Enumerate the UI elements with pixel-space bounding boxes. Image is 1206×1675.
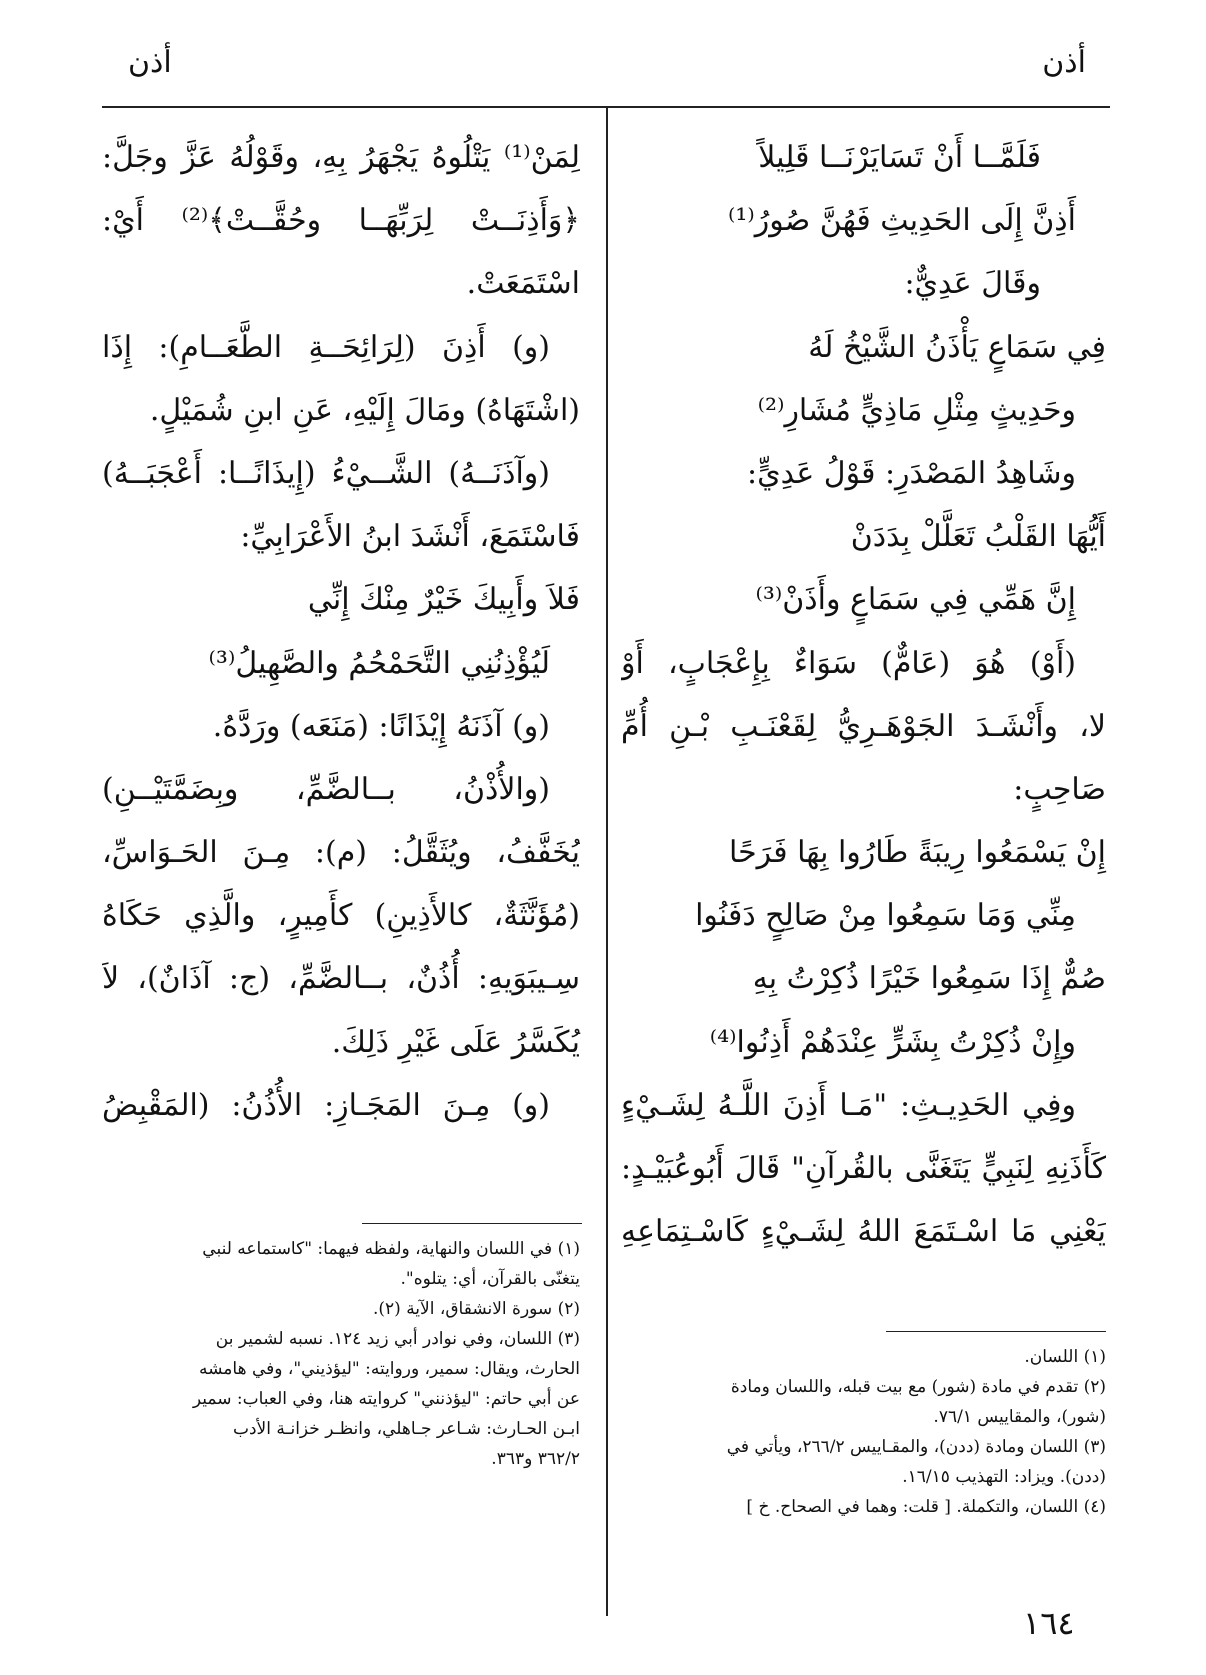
footnotes-left <box>102 1234 580 1474</box>
footnote: (١) اللسان. <box>1024 1347 1106 1367</box>
text-line: يُخَفَّفُ، ويُثَقَّلُ: (م): مِـنَ الحَـوَاسِّ، <box>102 835 580 871</box>
text-line: لِمَنْ⁽¹⁾ يَتْلُوهُ يَجْهَرُ بِهِ، وقَوْلُهُ عَزَّ وجَلَّ: <box>102 140 580 175</box>
footnote-rule-right <box>886 1331 1106 1332</box>
footnote: (٢) تقدم في مادة (شور) مع بيت قبله، واللسان ومادة <box>730 1377 1106 1397</box>
footnote: عن أبي حاتم: "ليؤذنني" كروايته هنا، وفي العباب: سمير <box>192 1389 580 1409</box>
text-line: وقَالَ عَدِيٌّ: <box>904 266 1041 302</box>
verse-line: أَيُّهَا القَلْبُ تَعَلَّلْ بِدَدَنْ <box>850 519 1106 555</box>
quran-verse-line: ﴿وَأَذِنَــتْ لِرَبِّهَــا وحُقَّــتْ﴾⁽²⁾ أَيْ: <box>102 203 580 239</box>
text-line: (و) آذَنَهُ إِيْذَانًا: (مَنَعَه) ورَدَّهُ. <box>212 708 550 744</box>
footnote: (شور)، والمقاييس ٧٦/١. <box>933 1407 1106 1427</box>
verse-line: وحَدِيثٍ مِثْلِ مَاذِيٍّ مُشَارِ⁽²⁾ <box>757 392 1076 428</box>
verse-line: صُمٌّ إِذَا سَمِعُوا خَيْرًا ذُكِرْتُ بِهِ <box>752 961 1106 997</box>
text-line: يُكَسَّرُ عَلَى غَيْرِ ذَلِكَ. <box>331 1024 580 1060</box>
verse-line: فَلَمَّــا أَنْ تَسَايَرْنَــا قَلِيلاً <box>758 140 1041 175</box>
right-column <box>621 126 1106 1263</box>
column-divider <box>606 106 608 1616</box>
left-column <box>102 126 580 1137</box>
verse-line: فِي سَمَاعٍ يَأْذَنُ الشَّيْخُ لَهُ <box>808 329 1106 365</box>
verse-line: إِنَّ هَمِّي فِي سَمَاعٍ وأَذَنْ⁽³⁾ <box>755 582 1076 618</box>
text-line: (و) مِـنَ المَجَـازِ: الأُذُنُ: (المَقْبِضُ <box>102 1087 550 1123</box>
text-line: اسْتَمَعَتْ. <box>466 266 580 302</box>
footnote: (٤) اللسان، والتكملة. [ قلت: وهما في الصحاح. خ ] <box>746 1497 1106 1517</box>
text-line: (و) أَذِنَ (لِرَائِحَــةِ الطَّعَــامِ): إِذَا <box>102 329 550 365</box>
text-line: (أَوْ) هُوَ (عَامٌّ) سَوَاءٌ بِإِعْجَابٍ، أَوْ <box>621 645 1076 681</box>
footnotes-right <box>621 1342 1106 1522</box>
verse-line: أَذِنَّ إِلَى الحَدِيثِ فَهُنَّ صُورُ⁽¹⁾ <box>728 203 1076 239</box>
text-line: فَاسْتَمَعَ، أَنْشَدَ ابنُ الأَعْرَابِيِّ: <box>240 519 580 555</box>
text-line: (مُؤَنَّثَةٌ، كالأَذِينِ) كأَمِيرٍ، والَّذِي حَكَاهُ <box>102 898 580 934</box>
footnote-rule-left <box>362 1223 582 1224</box>
text-line: وشَاهِدُ المَصْدَرِ: قَوْلُ عَدِيٍّ: <box>747 455 1076 491</box>
text-line: (وآذَنَــهُ) الشَّــيْءُ (إِيذَانًــا: أَعْجَبَــهُ) <box>102 455 550 491</box>
footnote: (ددن). ويزاد: التهذيب ١٦/١٥. <box>902 1467 1106 1487</box>
footnote: الحارث، ويقال: سمير، وروايته: "ليؤذيني"، وفي هامشه <box>199 1359 580 1379</box>
verse-line: مِنِّي وَمَا سَمِعُوا مِنْ صَالِحٍ دَفَنُوا <box>695 898 1076 934</box>
page-number: ١٦٤ <box>1023 1604 1075 1642</box>
footnote: (٣) اللسان، وفي نوادر أبي زيد ١٢٤. نسبه لشمير بن <box>215 1329 580 1349</box>
footnote: (٣) اللسان ومادة (ددن)، والمقـاييس ٢٦٦/٢، ويأتي في <box>726 1437 1106 1457</box>
footnote: (٢) سورة الانشقاق، الآية (٢). <box>372 1299 580 1319</box>
verse-line: وإِنْ ذُكِرْتُ بِشَرٍّ عِنْدَهُمْ أَذِنُوا⁽⁴⁾ <box>709 1024 1076 1060</box>
footnote: يتغنّى بالقرآن، أي: يتلوه". <box>400 1269 580 1289</box>
running-header-left: أذن <box>128 45 172 80</box>
text-line: سِـيبَوَيهِ: أُذُنٌ، بــالضَّمِّ، (ج: آذَانٌ)، لاَ <box>102 961 580 997</box>
footnote: (١) في اللسان والنهاية، ولفظه فيهما: "كاستماعه لنبي <box>202 1239 580 1259</box>
text-line: وفِي الحَدِيـثِ: "مَـا أَذِنَ اللَّـهُ لِشَـيْءٍ <box>621 1087 1076 1123</box>
verse-line: فَلاَ وأَبِيكَ خَيْرٌ مِنْكَ إِنِّي <box>307 582 580 618</box>
text-line: كَأَذَنِهِ لِنَبِيٍّ يَتَغَنَّى بالقُرآنِ" قَالَ أَبُوعُبَيْـدٍ: <box>621 1151 1106 1186</box>
footnote: ٣٦٢/٢ و٣٦٣. <box>491 1449 580 1469</box>
verse-line: إِنْ يَسْمَعُوا رِيبَةً طَارُوا بِهَا فَرَحًا <box>728 835 1106 871</box>
text-line: يَعْنِي مَا اسْـتَمَعَ اللهُ لِشَـيْءٍ كَاسْـتِمَاعِهِ <box>621 1214 1106 1250</box>
text-line: (والأُذْنُ، بــالضَّمِّ، وبِضَمَّتَيْــنِ) <box>102 771 550 807</box>
verse-line: لَيُؤْذِنُنِي التَّحَمْحُمُ والصَّهِيلُ⁽³⁾ <box>208 645 550 681</box>
text-line: صَاحِبٍ: <box>1013 771 1106 807</box>
text-line: (اشْتَهَاهُ) ومَالَ إِلَيْهِ، عَنِ ابنِ شُمَيْلٍ. <box>149 392 580 428</box>
text-line: لا، وأَنْشَـدَ الجَوْهَـرِيُّ لِقَعْنَـبِ بْـنِ أُمِّ <box>621 708 1106 744</box>
running-header-right: أذن <box>1042 45 1086 80</box>
footnote: ابـن الحـارث: شـاعر جـاهلي، وانظـر خزانـة الأدب <box>232 1419 580 1439</box>
